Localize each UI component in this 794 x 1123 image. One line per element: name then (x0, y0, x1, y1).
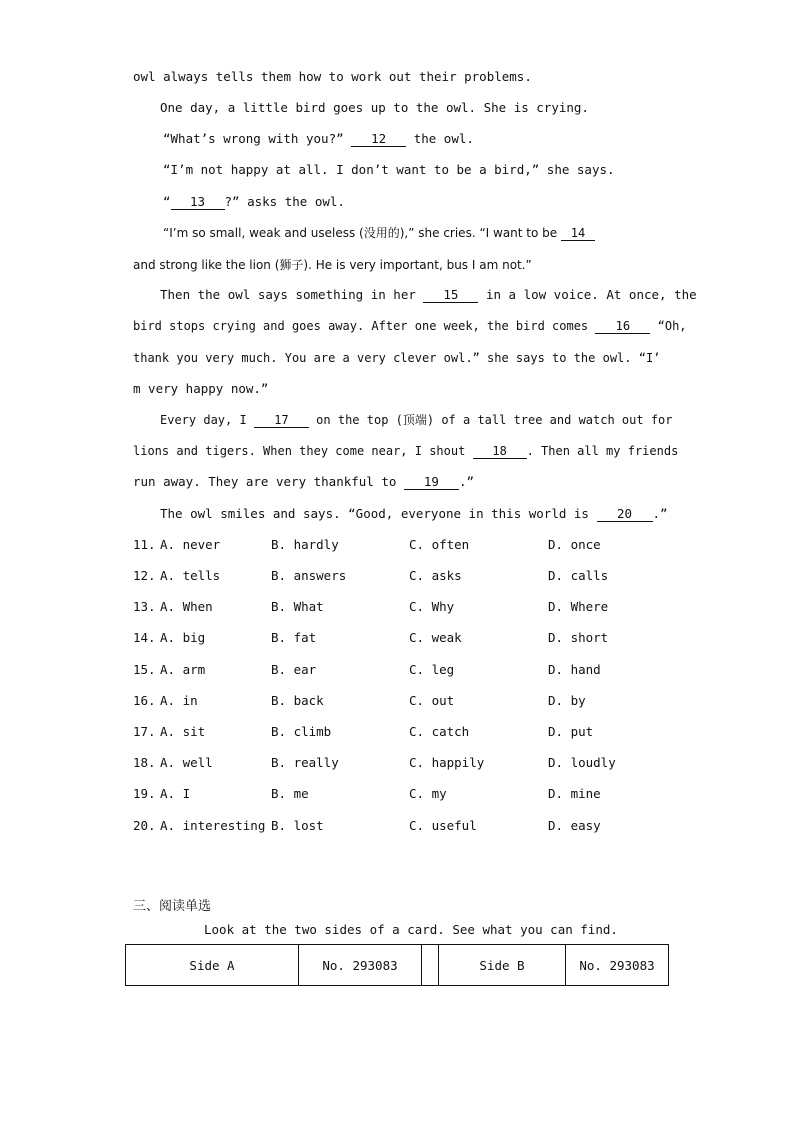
passage-text: owl always tells them how to work out their problems. (133, 69, 532, 84)
passage-text: “What’s wrong with you?” (163, 131, 344, 146)
blank-18: 18 (473, 444, 527, 459)
option-b: B. back (271, 693, 324, 708)
question-number: 12. (133, 568, 156, 583)
passage-text: in a low voice. At once, the (485, 287, 697, 302)
passage-line (163, 225, 595, 241)
passage-text: Then the owl says something in her (160, 287, 416, 302)
option-a: A. never (160, 537, 221, 552)
option-d: D. put (548, 724, 594, 739)
card-side-b-label: Side B (439, 945, 566, 986)
option-a: A. sit (160, 724, 206, 739)
question-number: 20. (133, 818, 156, 833)
option-b: B. lost (271, 818, 324, 833)
option-d: D. once (548, 537, 601, 552)
passage-line (160, 287, 697, 303)
option-b: B. me (271, 786, 309, 801)
card-side-a-number: No. 293083 (299, 945, 422, 986)
blank-17: 17 (254, 413, 309, 428)
passage-line (133, 350, 660, 366)
option-a: A. tells (160, 568, 221, 583)
card-table (125, 944, 669, 986)
question-number: 18. (133, 755, 156, 770)
passage-text: “I’m not happy at all. I don’t want to be a bird,” she says. (163, 162, 615, 177)
passage-line (163, 131, 474, 147)
passage-text: . Then all my friends (526, 444, 679, 458)
question-number: 14. (133, 630, 156, 645)
blank-12: 12 (351, 132, 406, 147)
option-b: B. fat (271, 630, 317, 645)
passage-line (160, 100, 589, 116)
passage-text: m very happy now.” (133, 381, 269, 396)
question-number: 15. (133, 662, 156, 677)
passage-text: run away. They are very thankful to (133, 474, 397, 489)
option-b: B. What (271, 599, 324, 614)
option-a: A. interesting (160, 818, 266, 833)
option-a: A. I (160, 786, 191, 801)
option-b: B. really (271, 755, 339, 770)
passage-text: .” (652, 506, 668, 521)
option-d: D. Where (548, 599, 609, 614)
option-b: B. hardly (271, 537, 339, 552)
passage-line (133, 443, 678, 459)
question-number: 11. (133, 537, 156, 552)
passage-line (163, 162, 615, 178)
passage-line (133, 69, 532, 85)
option-c: C. often (409, 537, 470, 552)
option-b: B. ear (271, 662, 317, 677)
option-b: B. answers (271, 568, 347, 583)
card-divider-cell (422, 945, 439, 986)
question-number: 13. (133, 599, 156, 614)
option-c: C. Why (409, 599, 455, 614)
card-side-a-label: Side A (126, 945, 299, 986)
passage-text: “ (163, 194, 171, 209)
passage-line (160, 412, 673, 428)
blank-13: 13 (171, 195, 225, 210)
passage-text: Every day, I (160, 413, 247, 427)
passage-text: The owl smiles and says. “Good, everyone in this world is (160, 506, 589, 521)
option-d: D. short (548, 630, 609, 645)
option-d: D. mine (548, 786, 601, 801)
option-d: D. hand (548, 662, 601, 677)
option-b: B. climb (271, 724, 332, 739)
option-c: C. weak (409, 630, 462, 645)
passage-text: “Oh, (657, 319, 687, 333)
passage-text: and strong like the lion (狮子). He is very important, bus I am not.” (133, 258, 532, 272)
option-d: D. by (548, 693, 586, 708)
passage-text: the owl. (413, 131, 474, 146)
passage-line (133, 381, 268, 397)
section-heading: 三、阅读单选 (133, 899, 212, 914)
option-c: C. useful (409, 818, 477, 833)
blank-14: 14 (561, 226, 595, 241)
option-a: A. When (160, 599, 213, 614)
option-d: D. calls (548, 568, 609, 583)
passage-text: on the top (顶端) of a tall tree and watch out for (316, 413, 673, 427)
option-a: A. big (160, 630, 206, 645)
passage-text: “I’m so small, weak and useless (没用的),” she cries. “I want to be (163, 226, 558, 240)
option-a: A. well (160, 755, 213, 770)
passage-line (133, 474, 474, 490)
reading-intro: Look at the two sides of a card. See what you can find. (204, 922, 618, 937)
option-c: C. my (409, 786, 447, 801)
passage-text: ?” asks the owl. (224, 194, 345, 209)
option-c: C. happily (409, 755, 485, 770)
option-a: A. arm (160, 662, 206, 677)
question-number: 19. (133, 786, 156, 801)
blank-16: 16 (595, 319, 650, 334)
passage-text: .” (458, 474, 474, 489)
passage-text: One day, a little bird goes up to the owl. She is crying. (160, 100, 589, 115)
option-c: C. asks (409, 568, 462, 583)
blank-15: 15 (423, 288, 478, 303)
option-a: A. in (160, 693, 198, 708)
passage-text: lions and tigers. When they come near, I shout (133, 444, 466, 458)
option-d: D. loudly (548, 755, 616, 770)
option-c: C. out (409, 693, 455, 708)
card-side-b-number: No. 293083 (566, 945, 669, 986)
passage-text: thank you very much. You are a very clever owl.” she says to the owl. “I’ (133, 351, 661, 365)
passage-line (133, 257, 532, 273)
passage-line (160, 506, 668, 522)
passage-line (163, 194, 345, 210)
question-number: 17. (133, 724, 156, 739)
option-d: D. easy (548, 818, 601, 833)
passage-line (133, 318, 687, 334)
passage-text: bird stops crying and goes away. After one week, the bird comes (133, 319, 589, 333)
question-number: 16. (133, 693, 156, 708)
option-c: C. leg (409, 662, 455, 677)
blank-19: 19 (404, 475, 459, 490)
option-c: C. catch (409, 724, 470, 739)
blank-20: 20 (597, 507, 653, 522)
